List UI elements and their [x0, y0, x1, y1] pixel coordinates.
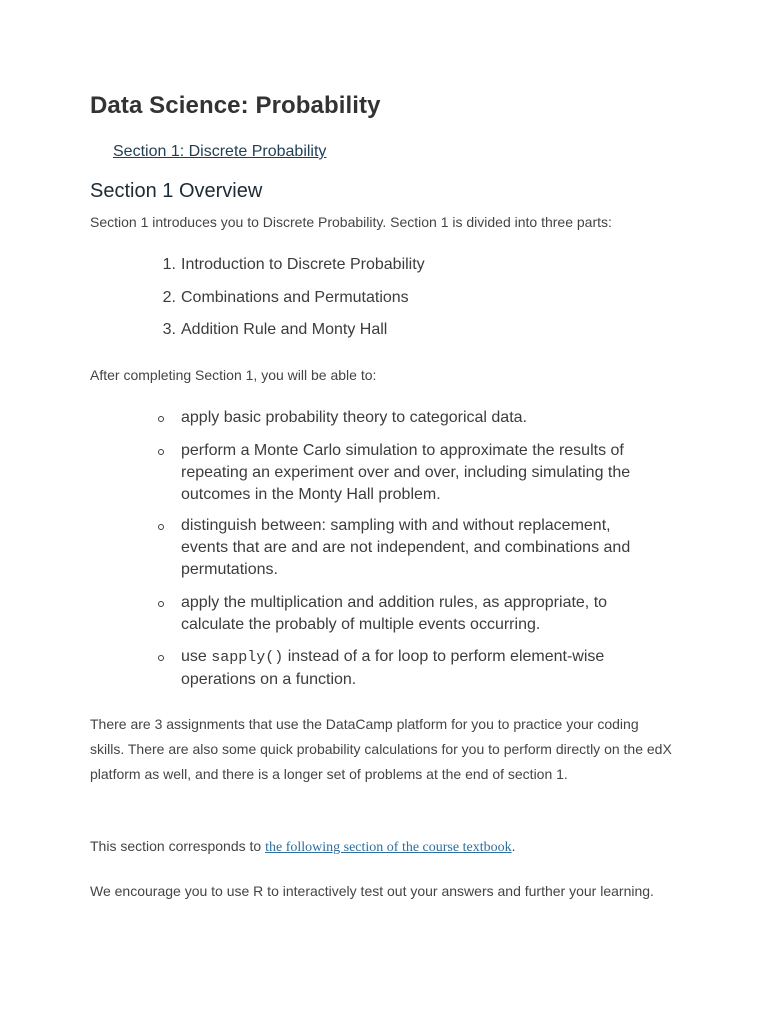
bullet-icon	[158, 416, 164, 422]
list-item-text: apply the multiplication and addition rules, as appropriate, to calculate the probably of multiple events occurring.	[181, 594, 608, 633]
intro-paragraph: Section 1 introduces you to Discrete Probability. Section 1 is divided into three parts:	[90, 214, 612, 230]
textbook-link[interactable]: the following section of the course textbook	[265, 840, 512, 855]
outcome-suffix: instead of a for loop to perform element-wise operations on a function.	[181, 648, 605, 688]
code-snippet: sapply()	[211, 649, 284, 666]
bullet-icon	[158, 601, 164, 607]
after-paragraph: After completing Section 1, you will be able to:	[90, 367, 377, 383]
list-item-text: distinguish between: sampling with and without replacement, events that are and are not independent, and combinations and permutations.	[181, 517, 631, 578]
list-item-text: perform a Monte Carlo simulation to approximate the results of repeating an experiment over and over, including simulating the outcomes in the Monty Hall problem.	[181, 442, 631, 503]
encourage-paragraph: We encourage you to use R to interactively test out your answers and further your learning.	[90, 883, 654, 899]
bullet-icon	[158, 524, 164, 530]
textbook-suffix: .	[511, 838, 516, 854]
outcome-prefix: use	[181, 648, 212, 665]
bullet-icon	[158, 449, 164, 455]
bullet-icon	[158, 655, 164, 661]
textbook-paragraph	[90, 834, 675, 860]
list-number: 2.	[162, 288, 176, 306]
textbook-prefix: This section corresponds to	[90, 838, 266, 854]
section-1-link[interactable]: Section 1: Discrete Probability	[113, 143, 327, 160]
list-item-text: Combinations and Permutations	[181, 288, 409, 306]
page-title: Data Science: Probability	[90, 92, 381, 119]
list-number: 1.	[162, 256, 176, 273]
list-item-text: Introduction to Discrete Probability	[181, 256, 425, 273]
list-number: 3.	[162, 321, 176, 338]
list-item-text: apply basic probability theory to categorical data.	[181, 409, 527, 426]
list-item-text: Addition Rule and Monty Hall	[181, 321, 388, 338]
assignments-paragraph: There are 3 assignments that use the DataCamp platform for you to practice your coding skills. There are also some quick probability calculations for you to perform directly on the edX platform as well, and there is a longer set of problems at the end of section 1.	[90, 716, 672, 782]
list-item-text	[181, 646, 661, 691]
overview-heading: Section 1 Overview	[90, 180, 263, 202]
